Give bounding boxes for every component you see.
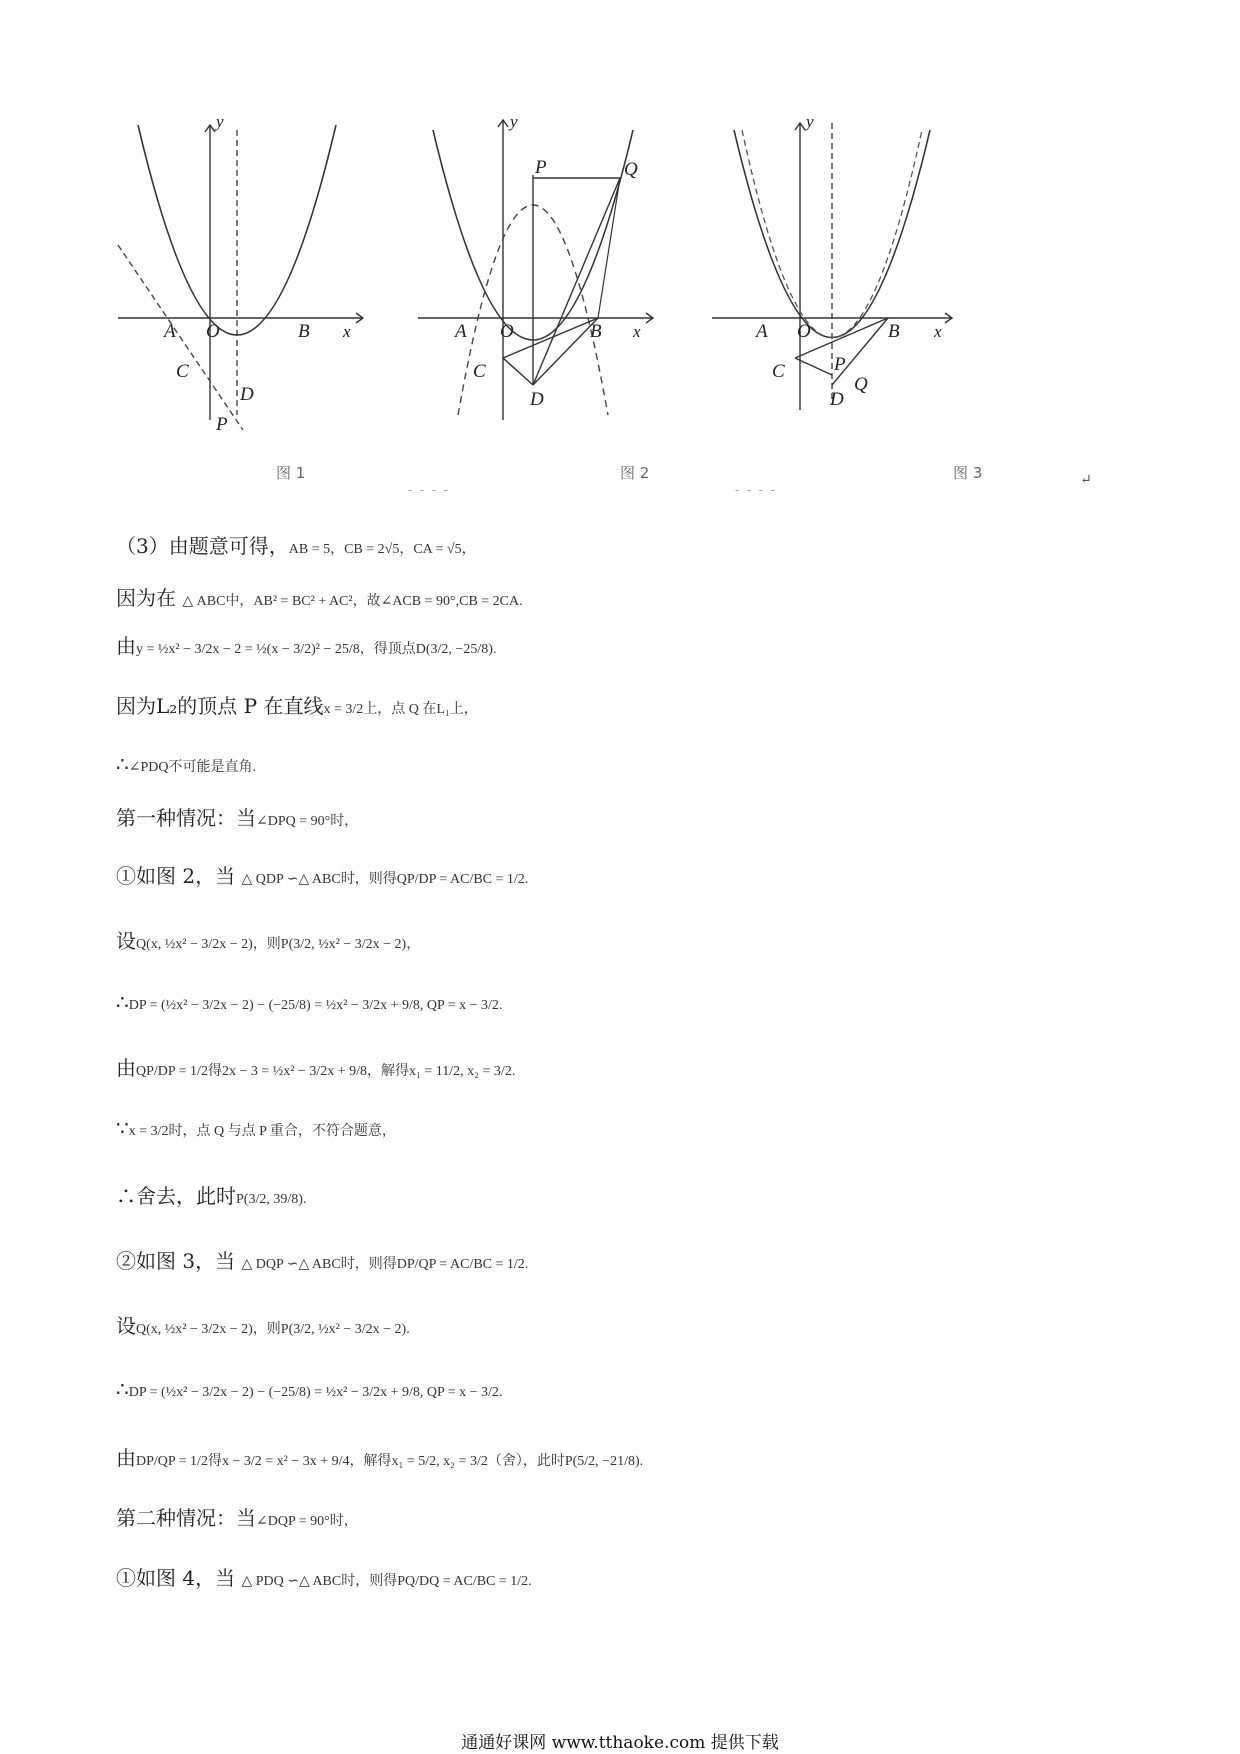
- solution-line: 第二种情况：当∠DQP = 90°时，: [116, 1506, 358, 1530]
- x-axis-label: x: [633, 322, 641, 341]
- point-c-label: C: [176, 361, 189, 382]
- solution-line: （3）由题意可得，AB = 5，CB = 2√5，CA = √5，: [116, 534, 476, 558]
- point-a-label: A: [455, 321, 467, 342]
- figure-2-graph: [418, 112, 688, 435]
- figure-3-graph: [712, 112, 982, 435]
- point-b-label: B: [298, 321, 310, 342]
- point-d-label: D: [240, 384, 254, 405]
- solution-line: 设Q(x, ½x² − 3/2x − 2)，则P(3/2, ½x² − 3/2x − 2).: [116, 1314, 410, 1338]
- point-a-label: A: [756, 321, 768, 342]
- solution-line: 由y = ½x² − 3/2x − 2 = ½(x − 3/2)² − 25/8，得顶点D(3/2, −25/8).: [116, 634, 497, 658]
- point-c-label: C: [772, 361, 785, 382]
- solution-line: 第一种情况：当∠DPQ = 90°时，: [116, 806, 359, 830]
- solution-line: 因为在 △ ABC中，AB² = BC² + AC²，故∠ACB = 90°,CB = 2CA.: [116, 586, 523, 610]
- figure-3: [712, 112, 982, 435]
- point-d-label: D: [830, 389, 844, 410]
- solution-line: ∵x = 3/2时，点 Q 与点 P 重合，不符合题意，: [116, 1116, 396, 1140]
- point-c-label: C: [473, 361, 486, 382]
- x-axis-label: x: [934, 322, 942, 341]
- separator-dash: - - - -: [735, 483, 777, 497]
- solution-line: 由DP/QP = 1/2得x − 3/2 = x² − 3x + 9/4，解得x₁ = 5/2, x₂ = 3/2（舍），此时P(5/2, −21/8).: [116, 1446, 644, 1470]
- origin-label: O: [797, 321, 811, 342]
- point-b-label: B: [888, 321, 900, 342]
- y-axis-label: y: [216, 112, 224, 131]
- point-d-label: D: [530, 389, 544, 410]
- solution-line: ①如图 4，当 △ PDQ ∽△ ABC时，则得PQ/DQ = AC/BC = 1/2.: [116, 1566, 532, 1590]
- figure-3-caption: 图 3: [953, 464, 983, 482]
- solution-line: ∴DP = (½x² − 3/2x − 2) − (−25/8) = ½x² − 3/2x + 9/8, QP = x − 3/2.: [116, 1377, 503, 1401]
- point-p-label: P: [834, 354, 846, 375]
- point-b-label: B: [590, 321, 602, 342]
- point-p-label: P: [535, 157, 547, 178]
- solution-line: ①如图 2，当 △ QDP ∽△ ABC时，则得QP/DP = AC/BC = 1/2.: [116, 864, 529, 888]
- y-axis-label: y: [806, 112, 814, 131]
- point-q-label: Q: [624, 159, 638, 180]
- point-a-label: A: [164, 321, 176, 342]
- page-footer: 通通好课网 www.tthaoke.com 提供下载: [461, 1733, 779, 1753]
- solution-line: ∴舍去，此时P(3/2, 39/8).: [116, 1184, 307, 1208]
- origin-label: O: [500, 321, 514, 342]
- origin-label: O: [206, 321, 220, 342]
- point-q-label: Q: [854, 374, 868, 395]
- separator-dash: - - - -: [408, 483, 450, 497]
- figure-1: [118, 112, 388, 435]
- solution-line: 设Q(x, ½x² − 3/2x − 2)，则P(3/2, ½x² − 3/2x − 2)，: [116, 929, 421, 953]
- solution-line: 由QP/DP = 1/2得2x − 3 = ½x² − 3/2x + 9/8，解得x₁ = 11/2, x₂ = 3/2.: [116, 1056, 516, 1080]
- figure-1-caption: 图 1: [276, 464, 306, 482]
- figure-1-graph: [118, 112, 388, 435]
- point-p-label: P: [216, 414, 228, 435]
- y-axis-label: y: [510, 112, 518, 131]
- solution-line: ∴DP = (½x² − 3/2x − 2) − (−25/8) = ½x² − 3/2x + 9/8, QP = x − 3/2.: [116, 990, 503, 1014]
- figure-2-caption: 图 2: [620, 464, 650, 482]
- solution-line: ∴∠PDQ不可能是直角.: [116, 752, 256, 776]
- return-mark: ↵: [1080, 472, 1092, 488]
- x-axis-label: x: [343, 322, 351, 341]
- figure-2: [418, 112, 688, 435]
- solution-line: 因为L₂的顶点 P 在直线x = 3/2上，点 Q 在L₁上，: [116, 694, 478, 718]
- solution-line: ②如图 3，当 △ DQP ∽△ ABC时，则得DP/QP = AC/BC = 1/2.: [116, 1249, 529, 1273]
